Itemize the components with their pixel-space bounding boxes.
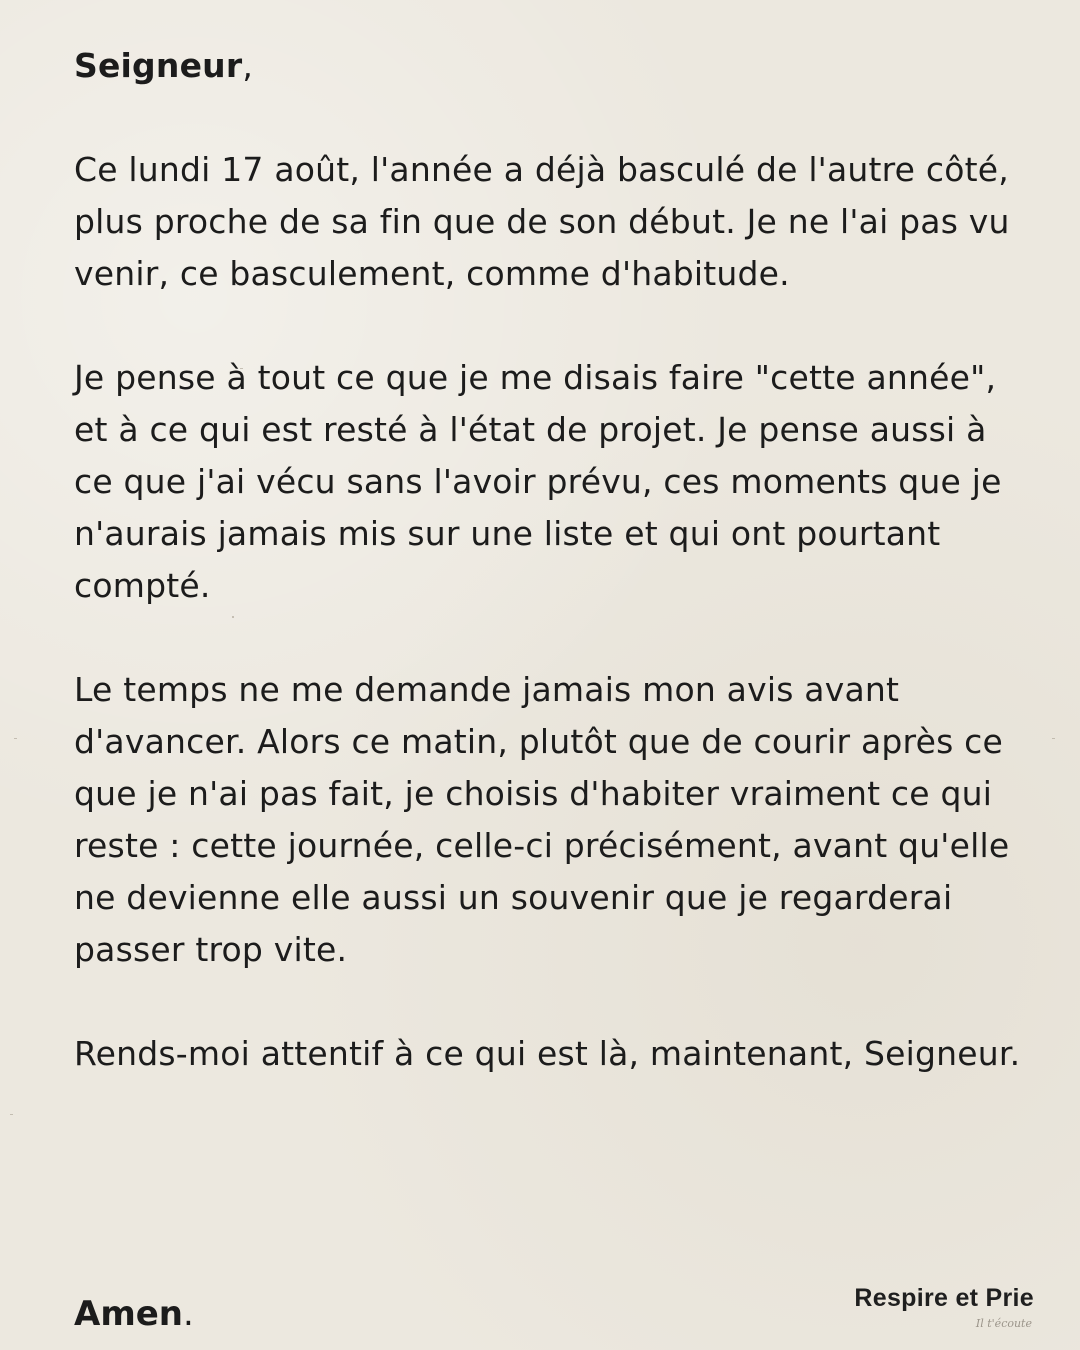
paragraph-intro: Ce lundi 17 août, l'année a déjà basculé de l'autre côté, plus proche de sa fin que de son début. Je ne l'ai pas vu venir, ce basculement, comme d'habitude. <box>74 150 1010 293</box>
paragraph-request: Rends-moi attentif à ce qui est là, maintenant, Seigneur. <box>74 1034 1021 1073</box>
paper-fleck <box>1052 738 1055 739</box>
paragraph-reflection: Je pense à tout ce que je me disais faire "cette année", et à ce qui est resté à l'état de projet. Je pense aussi à ce que j'ai vécu sans l'avoir prévu, ces moments que je n'aurais jamais mis sur une liste et qui ont pourtant compté. <box>74 358 1002 605</box>
closing-punctuation: . <box>183 1294 194 1334</box>
brand-name: Respire et Prie <box>854 1284 1034 1312</box>
salutation-punctuation: , <box>242 46 254 85</box>
salutation <box>74 40 1024 92</box>
prayer-letter <box>74 40 1024 1132</box>
closing-word: Amen <box>74 1294 184 1334</box>
closing <box>74 1288 194 1340</box>
brand-signature: Il t'écoute <box>975 1317 1032 1330</box>
paper-fleck <box>14 738 17 739</box>
paper-fleck <box>10 1114 13 1115</box>
paragraph-time: Le temps ne me demande jamais mon avis avant d'avancer. Alors ce matin, plutôt que de courir après ce que je n'ai pas fait, je choisis d'habiter vraiment ce qui reste : cette journée, celle-ci précisément, avant qu'elle ne devienne elle aussi un souvenir que je regarderai passer trop vite. <box>74 670 1010 969</box>
brand-mark <box>854 1284 1034 1330</box>
salutation-name: Seigneur <box>74 46 243 85</box>
